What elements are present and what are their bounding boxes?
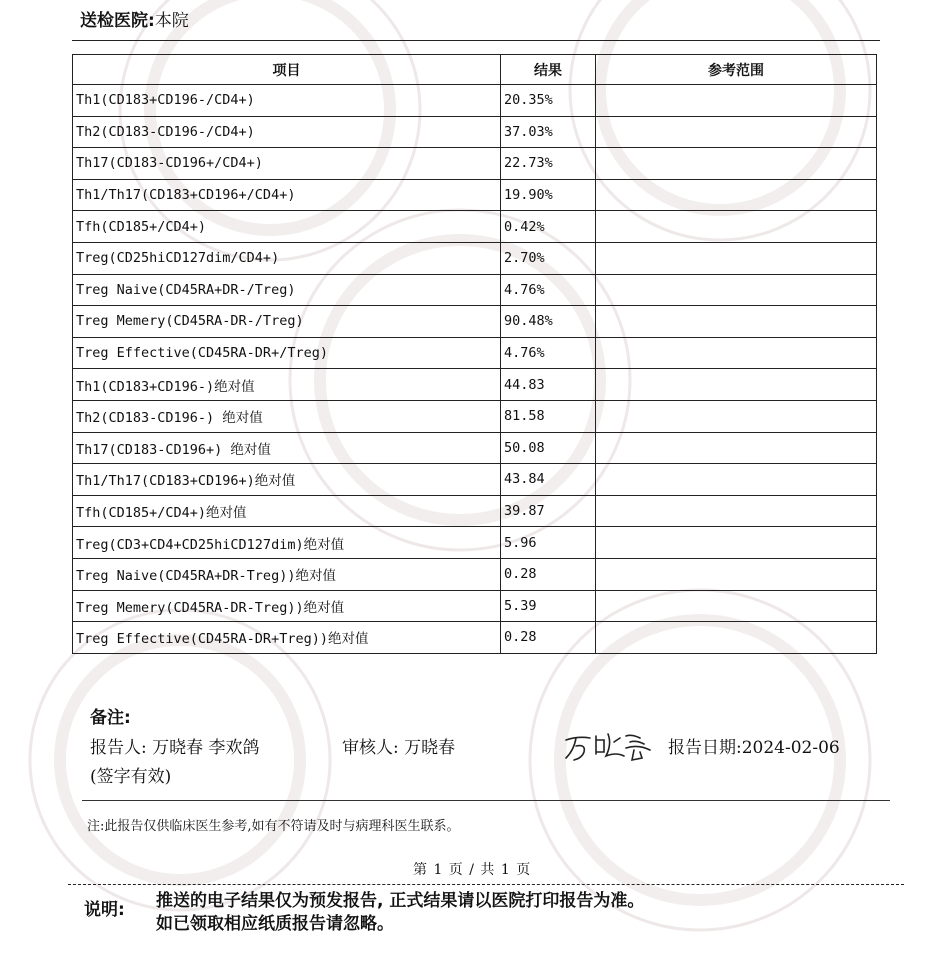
explanation-label: 说明: — [84, 900, 125, 920]
table-row — [73, 527, 877, 559]
explanation-text — [156, 890, 644, 936]
cell-item: Treg Memery(CD45RA-DR-Treg))绝对值 — [73, 590, 501, 622]
cell-reference-range — [596, 337, 877, 369]
table-header-row — [73, 55, 877, 85]
hospital-line — [80, 6, 189, 31]
cell-item: Treg Naive(CD45RA+DR-Treg))绝对值 — [73, 558, 501, 590]
disclaimer-text: 注:此报告仅供临床医生参考,如有不符请及时与病理科医生联系。 — [87, 819, 460, 834]
cell-reference-range — [596, 116, 877, 148]
reporter-names: 万晓春 李欢鸽 — [152, 738, 260, 758]
report-date-label: 报告日期: — [668, 738, 742, 758]
cell-reference-range — [596, 306, 877, 338]
cell-reference-range — [596, 622, 877, 654]
cell-item: Th1/Th17(CD183+CD196+)绝对值 — [73, 464, 501, 496]
cell-reference-range — [596, 369, 877, 401]
reviewer-name: 万晓春 — [404, 738, 456, 758]
cell-reference-range — [596, 432, 877, 464]
cell-result: 5.96 — [501, 527, 596, 559]
cell-item: Th1(CD183+CD196-/CD4+) — [73, 85, 501, 117]
cell-result: 4.76% — [501, 337, 596, 369]
cell-item: Th17(CD183-CD196+) 绝对值 — [73, 432, 501, 464]
header-result: 结果 — [501, 55, 596, 85]
cell-reference-range — [596, 558, 877, 590]
reporter-label: 报告人: — [90, 738, 147, 758]
cell-item: Th1(CD183+CD196-)绝对值 — [73, 369, 501, 401]
report-date-line — [668, 733, 840, 758]
cell-reference-range — [596, 590, 877, 622]
table-row — [73, 306, 877, 338]
handwritten-signature — [560, 726, 655, 768]
explanation-line-1: 推送的电子结果仅为预发报告, 正式结果请以医院打印报告为准。 — [156, 891, 645, 911]
cell-result: 44.83 — [501, 369, 596, 401]
table-row — [73, 211, 877, 243]
remarks-label: 备注: — [90, 708, 131, 728]
cell-result: 4.76% — [501, 274, 596, 306]
cell-reference-range — [596, 179, 877, 211]
cell-item: Tfh(CD185+/CD4+)绝对值 — [73, 495, 501, 527]
cell-item: Th2(CD183-CD196-/CD4+) — [73, 116, 501, 148]
cell-result: 5.39 — [501, 590, 596, 622]
cell-reference-range — [596, 400, 877, 432]
cell-item: Th2(CD183-CD196-) 绝对值 — [73, 400, 501, 432]
reviewer-label: 审核人: — [342, 738, 399, 758]
cell-result: 43.84 — [501, 464, 596, 496]
cell-result: 0.28 — [501, 558, 596, 590]
cell-result: 37.03% — [501, 116, 596, 148]
cell-reference-range — [596, 274, 877, 306]
table-row — [73, 400, 877, 432]
cell-item: Treg(CD3+CD4+CD25hiCD127dim)绝对值 — [73, 527, 501, 559]
signature-valid-note: (签字有效) — [90, 767, 172, 787]
cell-item: Treg Naive(CD45RA+DR-/Treg) — [73, 274, 501, 306]
cell-reference-range — [596, 242, 877, 274]
results-table — [72, 54, 877, 654]
table-row — [73, 116, 877, 148]
cell-reference-range — [596, 464, 877, 496]
cell-reference-range — [596, 85, 877, 117]
cell-reference-range — [596, 495, 877, 527]
cell-item: Th1/Th17(CD183+CD196+/CD4+) — [73, 179, 501, 211]
cell-result: 2.70% — [501, 242, 596, 274]
table-row — [73, 622, 877, 654]
hospital-label: 送检医院: — [80, 11, 155, 31]
cell-reference-range — [596, 527, 877, 559]
table-row — [73, 369, 877, 401]
table-row — [73, 495, 877, 527]
cell-result: 81.58 — [501, 400, 596, 432]
cell-reference-range — [596, 211, 877, 243]
dashed-divider — [68, 884, 904, 885]
table-row — [73, 337, 877, 369]
table-row — [73, 274, 877, 306]
cell-result: 90.48% — [501, 306, 596, 338]
table-row — [73, 242, 877, 274]
table-row — [73, 590, 877, 622]
cell-item: Treg Effective(CD45RA-DR+/Treg) — [73, 337, 501, 369]
remarks-heading — [90, 704, 890, 733]
cell-result: 39.87 — [501, 495, 596, 527]
cell-item: Th17(CD183-CD196+/CD4+) — [73, 148, 501, 180]
table-row — [73, 464, 877, 496]
table-row — [73, 558, 877, 590]
cell-result: 19.90% — [501, 179, 596, 211]
cell-result: 0.42% — [501, 211, 596, 243]
explanation-line-2: 如已领取相应纸质报告请忽略。 — [156, 914, 394, 934]
table-row — [73, 432, 877, 464]
cell-item: Treg Effective(CD45RA-DR+Treg))绝对值 — [73, 622, 501, 654]
reviewer-line — [342, 733, 455, 758]
cell-result: 50.08 — [501, 432, 596, 464]
table-row — [73, 85, 877, 117]
cell-result: 20.35% — [501, 85, 596, 117]
cell-item: Tfh(CD185+/CD4+) — [73, 211, 501, 243]
header-divider — [72, 40, 880, 41]
signature-image — [560, 726, 655, 764]
notes-divider — [82, 800, 890, 801]
cell-item: Treg Memery(CD45RA-DR-/Treg) — [73, 306, 501, 338]
hospital-value: 本院 — [154, 11, 189, 31]
cell-reference-range — [596, 148, 877, 180]
header-item: 项目 — [73, 55, 501, 85]
cell-item: Treg(CD25hiCD127dim/CD4+) — [73, 242, 501, 274]
table-row — [73, 179, 877, 211]
cell-result: 22.73% — [501, 148, 596, 180]
reporter-line — [90, 733, 260, 758]
cell-result: 0.28 — [501, 622, 596, 654]
page-number: 第 1 页 / 共 1 页 — [413, 862, 532, 878]
table-row — [73, 148, 877, 180]
report-date-value: 2024-02-06 — [741, 738, 840, 758]
header-reference-range: 参考范围 — [596, 55, 877, 85]
